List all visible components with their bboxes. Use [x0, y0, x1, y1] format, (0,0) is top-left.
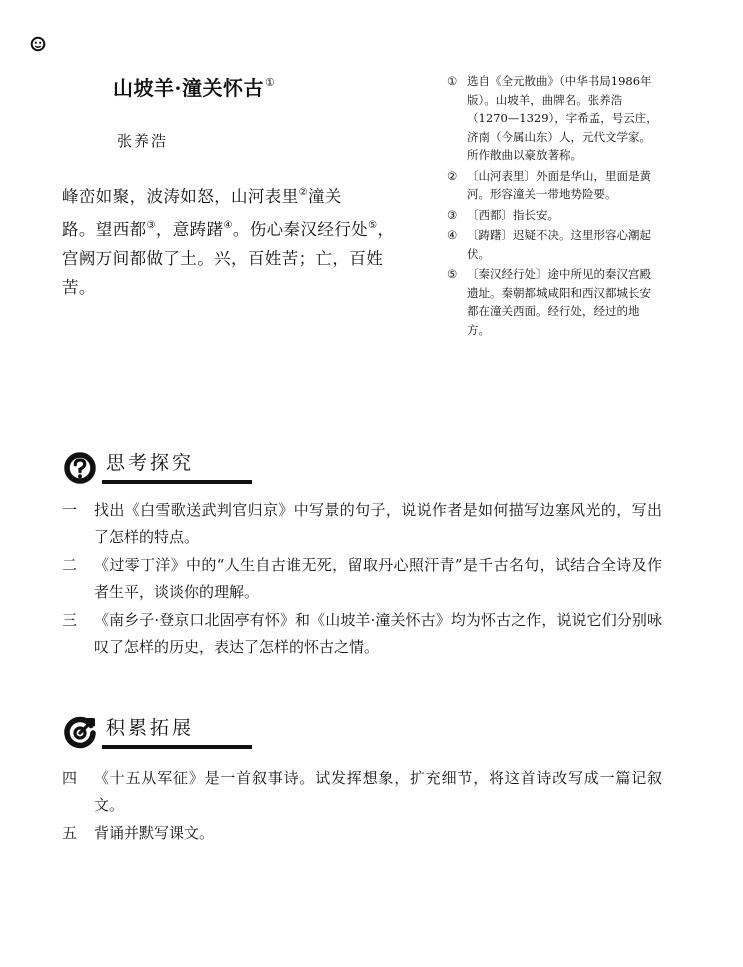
poem-line [62, 178, 402, 211]
question-item [62, 497, 662, 550]
footnote-item [447, 72, 662, 165]
poem-text: 苦。 [62, 278, 96, 297]
footnote-number: ② [447, 168, 458, 183]
footnote-marker: ④ [223, 220, 233, 231]
poem-author: 张养浩 [117, 132, 169, 150]
footnote-text: 〔秦汉经行处〕途中所见的秦汉宫殿遗址。秦朝都城咸阳和西汉都城长安都在潼关西面。经行处，经过的地方。 [467, 267, 651, 337]
question-item [62, 765, 662, 818]
smiley-icon [30, 36, 46, 52]
section-title: 思考探究 [106, 452, 195, 474]
footnote-text: 〔西都〕指长安。 [467, 207, 559, 222]
footnote-number: ③ [447, 207, 458, 222]
poem-line [62, 244, 402, 273]
question-item [62, 820, 662, 847]
question-item [62, 607, 662, 660]
footnote-number: ④ [447, 228, 458, 242]
question-text: 背诵并默写课文。 [94, 824, 215, 842]
poem-text: 潼关 [307, 187, 342, 206]
footnotes [447, 72, 662, 341]
question-text: 《过零丁洋》中的“人生自古谁无死，留取丹心照汗青”是千古名句，试结合全诗及作者生平，谈谈你的理解。 [94, 556, 662, 601]
question-text: 《南乡子·登京口北固亭有怀》和《山坡羊·潼关怀古》均为怀古之作，说说它们分别咏叹了怎样的历史，表达了怎样的怀古之情。 [94, 611, 662, 656]
footnote-text: 选自《全元散曲》（中华书局1986年版）。山坡羊，曲牌名。张养浩（1270—1329），字希孟，号云庄，济南（今属山东）人，元代文学家。所作散曲以豪放著称。 [467, 74, 658, 162]
footnote-item [447, 206, 662, 225]
footnote-marker: ③ [146, 220, 156, 231]
question-number: 四 [62, 769, 78, 787]
footnote-item [447, 265, 662, 339]
footnote-marker: ② [298, 187, 308, 198]
poem-text: 宫阙万间都做了土。兴，百姓苦；亡，百姓 [62, 249, 384, 268]
footnote-number: ⑤ [447, 267, 458, 281]
poem-body [62, 178, 402, 302]
accumulate-icon [62, 715, 98, 751]
footnote-number: ① [447, 74, 458, 88]
question-text: 找出《白雪歌送武判官归京》中写景的句子，说说作者是如何描写边塞风光的，写出了怎样的特点。 [94, 501, 662, 546]
poem-line [62, 211, 402, 244]
footnote-text: 〔踌躇〕迟疑不决。这里形容心潮起伏。 [467, 228, 651, 261]
poem-text: 。伤心秦汉经行处 [232, 220, 369, 239]
footnote-item [447, 167, 662, 204]
think-questions [62, 497, 662, 662]
poem-text: 峰峦如聚，波涛如怒，山河表里 [62, 187, 299, 206]
section-underline [102, 745, 252, 749]
poem-title [113, 72, 275, 101]
footnote-marker: ⑤ [368, 220, 378, 231]
question-number: 二 [62, 556, 78, 574]
question-icon [62, 450, 98, 486]
poem-text: ，意踌躇 [155, 220, 224, 239]
section-title: 积累拓展 [106, 717, 195, 739]
poem-text: 路。望西都 [62, 220, 147, 239]
footnote-marker: ① [264, 76, 276, 89]
footnote-item [447, 226, 662, 263]
extend-questions [62, 765, 662, 849]
question-number: 三 [62, 611, 78, 629]
poem-text: ， [377, 220, 395, 239]
section-underline [102, 480, 252, 484]
poem-line [62, 273, 402, 302]
footnote-text: 〔山河表里〕外面是华山，里面是黄河。形容潼关一带地势险要。 [467, 168, 651, 201]
question-number: 一 [62, 501, 78, 519]
question-text: 《十五从军征》是一首叙事诗。试发挥想象，扩充细节，将这首诗改写成一篇记叙文。 [94, 769, 662, 814]
question-number: 五 [62, 824, 78, 842]
question-item [62, 552, 662, 605]
poem-title-text: 山坡羊·潼关怀古 [113, 76, 264, 100]
